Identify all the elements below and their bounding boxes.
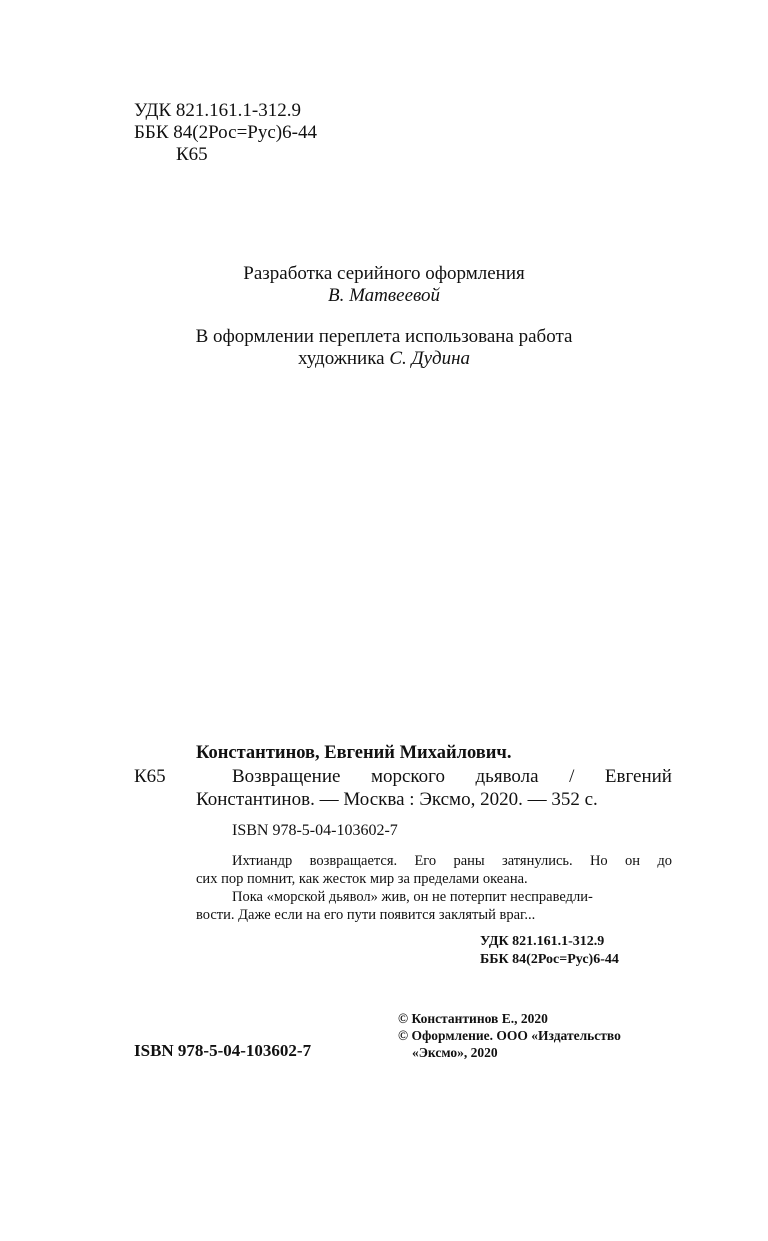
bbk-code-bold: ББК 84(2Рос=Рус)6-44 xyxy=(480,952,619,967)
title-word: дьявола xyxy=(475,766,539,787)
udk-code-top: УДК 821.161.1-312.9 xyxy=(134,100,301,121)
copyright-author: © Константинов Е., 2020 xyxy=(398,1011,548,1026)
title-word: морского xyxy=(370,766,445,787)
binding-artist-prefix: художника xyxy=(297,348,385,369)
annotation-word: Ихтиандр xyxy=(232,853,293,869)
annotation-word: он xyxy=(625,853,641,869)
series-design-label: Разработка серийного оформления xyxy=(243,263,525,284)
udk-code-bold: УДК 821.161.1-312.9 xyxy=(480,934,605,949)
title-word: Евгений xyxy=(604,766,672,787)
author-heading: Константинов, Евгений Михайлович. xyxy=(196,743,512,763)
copyright-design-line1: © Оформление. ООО «Издательство xyxy=(398,1028,621,1043)
author-mark-card: К65 xyxy=(134,766,166,787)
title-word: Возвращение xyxy=(232,766,341,787)
annotation-word: возвращается. xyxy=(309,853,398,869)
annotation-line-4: вости. Даже если на его пути появится заклятый враг... xyxy=(196,907,536,923)
isbn-bold: ISBN 978-5-04-103602-7 xyxy=(134,1041,312,1060)
annotation-line-1 xyxy=(232,852,672,870)
bbk-code-top: ББК 84(2Рос=Рус)6-44 xyxy=(134,122,317,143)
binding-artist-name: С. Дудина xyxy=(389,348,471,369)
annotation-word: до xyxy=(657,853,672,869)
annotation-line-3: Пока «морской дьявол» жив, он не потерпит несправедли- xyxy=(232,889,593,905)
annotation-line-2: сих пор помнит, как жесток мир за пределами океана. xyxy=(196,871,528,887)
title-line-2: Константинов. — Москва : Эксмо, 2020. — 352 с. xyxy=(196,789,598,810)
title-word: / xyxy=(569,766,575,787)
title-line-1 xyxy=(232,766,672,788)
series-designer: В. Матвеевой xyxy=(328,285,440,306)
isbn-card: ISBN 978-5-04-103602-7 xyxy=(232,822,398,839)
copyright-design-line2: «Эксмо», 2020 xyxy=(412,1045,498,1060)
annotation-word: затянулись. xyxy=(501,853,573,869)
annotation-word: раны xyxy=(453,853,485,869)
annotation-word: Его xyxy=(414,853,437,869)
binding-credit-line1: В оформлении переплета использована работа xyxy=(195,326,573,347)
binding-credit-line2 xyxy=(0,348,768,370)
author-mark-top: К65 xyxy=(176,144,208,165)
annotation-word: Но xyxy=(589,853,608,869)
